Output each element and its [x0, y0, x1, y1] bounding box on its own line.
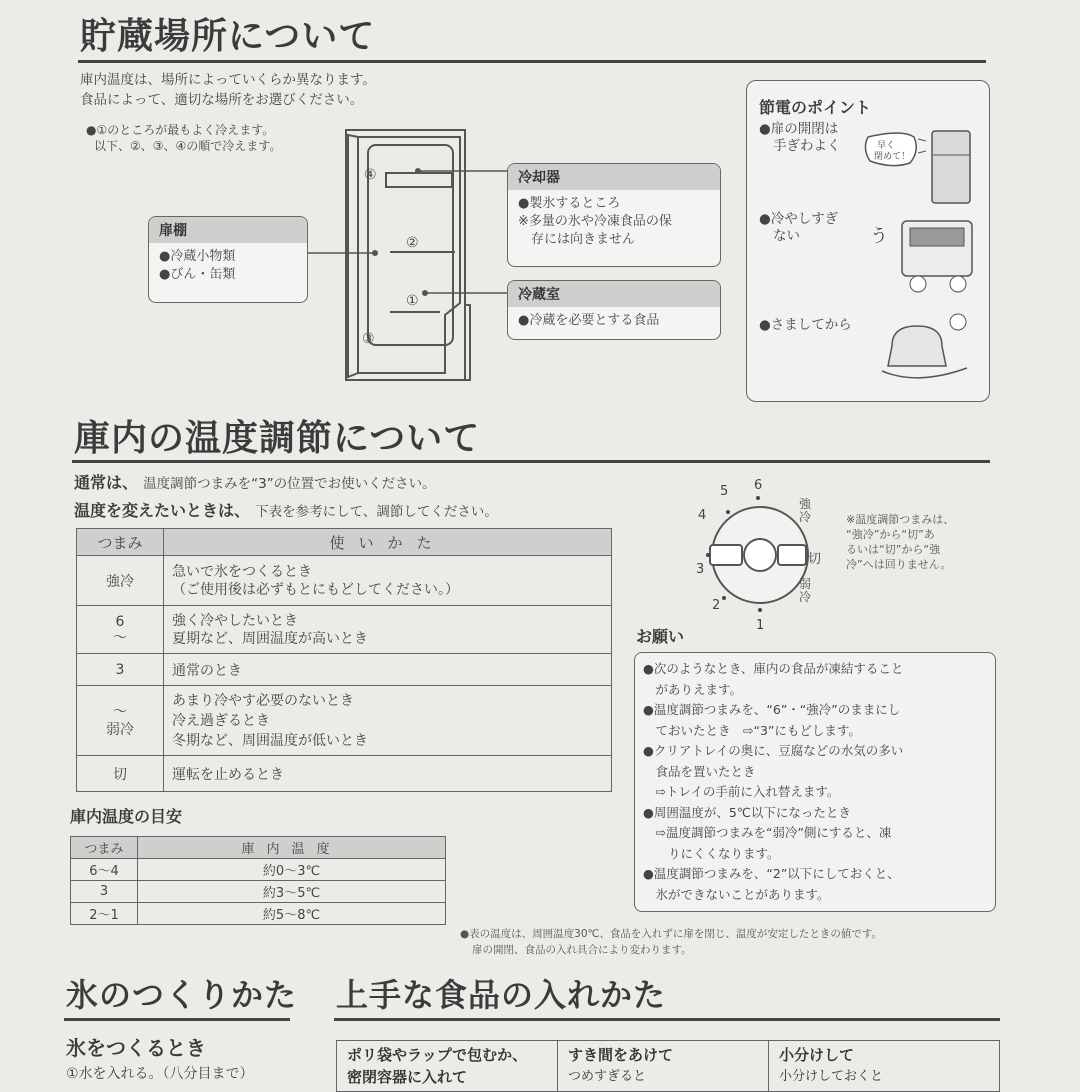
dial-mark-5: 5: [720, 484, 729, 499]
request-line: ●温度調節つまみを、“6”・“強冷”のままにし: [643, 702, 901, 717]
storage-intro: [80, 70, 376, 110]
request-line: ●次のようなとき、庫内の食品が凍結すること: [643, 661, 904, 676]
header-temp: 庫内温度: [138, 837, 446, 859]
row-temp: 約3〜5℃: [138, 881, 446, 903]
row-knob: 3: [71, 881, 138, 903]
tip-door-line: ●扉の開閉は: [759, 121, 839, 137]
fridge-room-item: ●冷蔵を必要とする食品: [518, 313, 660, 328]
dial-weak-cool-char: 弱: [798, 577, 811, 591]
tip-no-overcool-line: ●冷やしすぎ: [759, 211, 839, 227]
row-text: 夏期など、周囲温度が高いとき: [172, 630, 368, 647]
row-knob: 6: [115, 613, 125, 630]
cooler-item: 存には向きません: [531, 232, 636, 247]
request-box: [634, 652, 996, 912]
request-line: りにくくなります。: [643, 845, 780, 861]
usage-line-1: [74, 470, 436, 494]
usage-line-2: [74, 498, 498, 522]
food-col-text: 小分けしておくと: [779, 1069, 884, 1084]
dial-strong-cool-char: 強: [798, 497, 811, 511]
food-col-text: すき間をあけて: [568, 1046, 674, 1064]
request-line: ⇨トレイの手前に入れ替えます。: [643, 784, 840, 799]
dial-weak-cool-char: 冷: [798, 590, 811, 604]
dial-mark-4: 4: [698, 508, 707, 523]
dial-strong-cool-char: 冷: [798, 510, 811, 524]
row-text: 強く冷やしたいとき: [172, 612, 298, 629]
bubble-text: 早く: [877, 141, 896, 151]
dial-strong-cool: [798, 498, 812, 524]
intro-line-2: 食品によって、適切な場所をお選びください。: [80, 92, 364, 108]
row-text: 通常のとき: [164, 654, 612, 686]
dial-note: [846, 512, 954, 572]
shelf-number-2: ②: [406, 235, 419, 251]
temp-control-title: 庫内の温度調節について: [74, 418, 481, 459]
table-row: [77, 556, 612, 606]
temp-guide-title: 庫内温度の目安: [70, 807, 183, 826]
table-row: [71, 881, 446, 903]
footnote-line: 扉の開閉、食品の入れ具合により変わります。: [472, 944, 692, 956]
temp-guide-table: [70, 836, 446, 925]
overcooled-fridge-illustration: [862, 216, 982, 301]
food-col-text: 密閉容器に入れて: [347, 1068, 468, 1086]
table-row: [77, 756, 612, 792]
request-line: ておいたとき ⇨“3”にもどします。: [643, 722, 861, 738]
fridge-room-title: 冷蔵室: [508, 281, 720, 307]
food-title-underline: [334, 1018, 1000, 1021]
table-row: [77, 606, 612, 654]
dial-note-line: るいは“切”から“強: [846, 543, 941, 556]
note-line-1: ●①のところが最もよく冷えます。: [86, 123, 275, 137]
request-line: ●周囲温度が、5℃以下になったとき: [643, 804, 851, 820]
food-col-text: ポリ袋やラップで包むか、: [347, 1046, 528, 1064]
request-line: 食品を置いたとき: [643, 763, 756, 779]
temp-control-underline: [72, 460, 990, 463]
header-usage: 使いかた: [164, 529, 612, 556]
kettle-illustration: [872, 306, 982, 391]
request-title: お願い: [636, 627, 685, 646]
food-col-text: 小分けして: [779, 1046, 855, 1064]
dial-note-line: “強冷”から“切”あ: [846, 528, 935, 541]
row-knob: 切: [77, 756, 164, 792]
ice-making-title: 氷のつくりかた: [66, 976, 298, 1014]
footnote-line: ●表の温度は、周囲温度30℃、食品を入れずに扉を閉じ、温度が安定したときの値です。: [460, 928, 882, 940]
dial-usage-table: [76, 528, 612, 792]
tip-door-line: 手ぎわよく: [773, 138, 841, 154]
door-shelf-item: ●びん・缶類: [159, 267, 236, 282]
dial-mark-1: 1: [756, 618, 765, 633]
request-list: [635, 653, 995, 911]
tip-door: [759, 121, 841, 155]
table-header-row: [77, 529, 612, 556]
row-text: 冬期など、周囲温度が低いとき: [172, 732, 368, 749]
cooler-title: 冷却器: [508, 164, 720, 190]
dial-weak-cool: [798, 578, 812, 604]
row-temp: 約5〜8℃: [138, 903, 446, 925]
ice-step-1: ①水を入れる。（八分目まで）: [66, 1066, 254, 1082]
energy-saving-box: [746, 80, 990, 402]
row-knob: 3: [77, 654, 164, 686]
food-col-text: つめすぎると: [568, 1069, 647, 1084]
row-knob: 〜: [113, 629, 127, 646]
dial-note-line: ※温度調節つまみは、: [846, 513, 955, 526]
row-knob: 6〜4: [71, 859, 138, 881]
row-text: 冷え過ぎるとき: [172, 712, 270, 729]
door-shelf-item: ●冷蔵小物類: [159, 249, 236, 264]
table-row: [71, 903, 446, 925]
fridge-room-box: [507, 280, 721, 340]
table-row: [77, 654, 612, 686]
food-storing-title: 上手な食品の入れかた: [336, 976, 667, 1014]
dial-note-line: 冷”へは回りません。: [846, 558, 952, 571]
dial-mark-2: 2: [712, 598, 721, 613]
food-storing-table: [336, 1040, 1000, 1092]
temperature-dial: [690, 470, 850, 633]
open-fridge-illustration: [862, 121, 982, 211]
door-shelf-title: 扉棚: [149, 217, 307, 243]
cooling-order-note: [86, 122, 281, 154]
tip-cool-first: ●さましてから: [759, 317, 852, 333]
table-row: [337, 1041, 1000, 1092]
request-line: がありえます。: [643, 681, 743, 697]
tip-no-overcool: [759, 211, 838, 245]
usage-line-1-text: 温度調節つまみを“3”の位置でお使いください。: [143, 476, 436, 492]
row-text: 急いで氷をつくるとき: [172, 563, 312, 580]
table-row: [71, 859, 446, 881]
row-text: 運転を止めるとき: [164, 756, 612, 792]
request-line: ⇨温度調節つまみを“弱冷”側にすると、凍: [643, 825, 892, 840]
intro-line-1: 庫内温度は、場所によっていくらか異なります。: [80, 72, 376, 88]
storage-title: 貯蔵場所について: [80, 16, 376, 57]
request-line: ●温度調節つまみを、“2”以下にしておくと、: [643, 866, 900, 881]
cooler-box: [507, 163, 721, 267]
note-line-2: 以下、②、③、④の順で冷えます。: [94, 139, 282, 153]
usage-line-1-bold: 通常は、: [74, 473, 139, 492]
shelf-number-3: ③: [362, 331, 375, 347]
ice-subtitle: 氷をつくるとき: [66, 1036, 206, 1060]
table-header-row: [71, 837, 446, 859]
energy-saving-title: 節電のポイント: [759, 98, 872, 117]
row-knob: 強冷: [77, 556, 164, 606]
row-text: （ご使用後は必ずもとにもどしてください。）: [172, 581, 459, 598]
dial-off: 切: [808, 552, 822, 567]
dial-mark-6: 6: [754, 478, 763, 493]
cooler-item: ●製氷するところ: [518, 196, 621, 211]
shelf-number-4: ④: [364, 167, 377, 183]
shelf-number-1: ①: [406, 293, 419, 309]
tip-no-overcool-line: ない: [773, 228, 800, 244]
row-knob: 弱冷: [106, 721, 134, 738]
row-knob: 2〜1: [71, 903, 138, 925]
exclaim-text: う: [870, 226, 888, 247]
usage-line-2-bold: 温度を変えたいときは、: [74, 501, 251, 520]
header-knob: つまみ: [71, 837, 138, 859]
header-knob: つまみ: [77, 529, 164, 556]
request-line: ●クリアトレイの奥に、豆腐などの水気の多い: [643, 743, 904, 758]
usage-line-2-text: 下表を参考にして、調節してください。: [255, 504, 498, 520]
dial-mark-3: 3: [696, 562, 705, 577]
row-temp: 約0〜3℃: [138, 859, 446, 881]
title-underline: [78, 60, 986, 63]
temperature-footnote: [460, 926, 882, 958]
ice-title-underline: [64, 1018, 290, 1021]
row-knob: 〜: [113, 703, 127, 720]
row-text: あまり冷やす必要のないとき: [172, 692, 354, 709]
door-shelf-box: [148, 216, 308, 303]
table-row: [77, 686, 612, 756]
cooler-item: ※多量の氷や冷凍食品の保: [518, 214, 672, 229]
request-line: 氷ができないことがあります。: [643, 886, 830, 902]
bubble-text: 閉めて！: [874, 152, 911, 162]
